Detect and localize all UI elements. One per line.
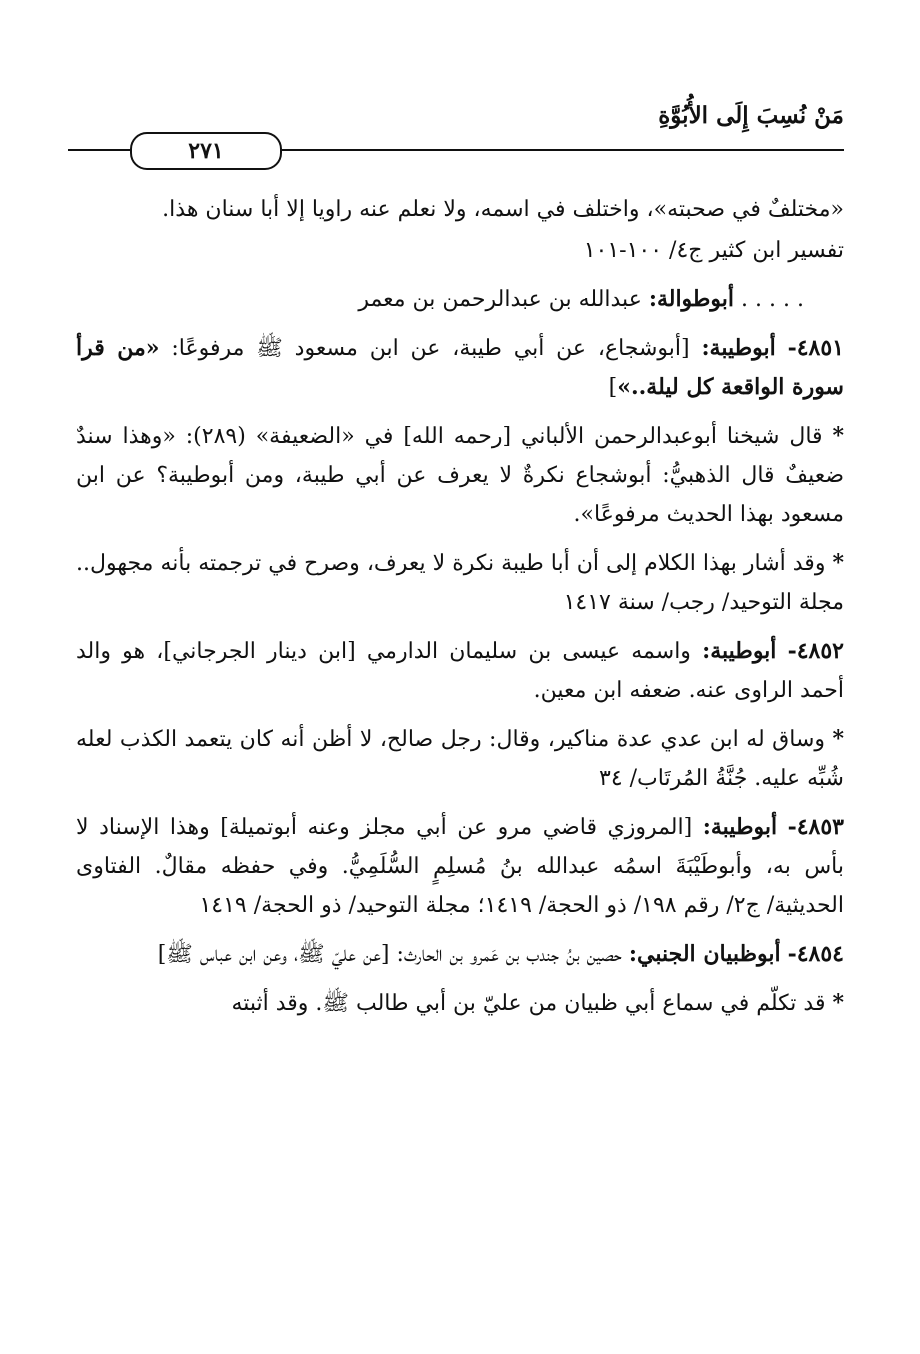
entry-quote-end: ] — [608, 375, 618, 400]
entry-4854 — [76, 935, 844, 974]
entry-name: أبوطيبة: — [702, 638, 777, 664]
entry-text: عبدالله بن عبدالرحمن بن معمر — [358, 287, 642, 312]
entry-text: [المروزي قاضي مرو عن أبي مجلز وعنه أبوتميلة] وهذا الإسناد لا بأس به، وأبوطَيْبَةَ اسمُه عبدالله بنُ مُسلِمٍ السُّلَمِيُّ. وفي حفظه مقالٌ. الفتاوى الحديثية/ ج٢/ رقم ١٩٨/ ذو الحجة/ ١٤١٩؛ مجلة التوحيد/ ذو الحجة/ ١٤١٩ — [76, 815, 844, 918]
paragraph-source — [76, 231, 844, 270]
entry-name: أبوطيبة: — [701, 335, 776, 361]
comment-text: قال شيخنا أبوعبدالرحمن الألباني [رحمه الله] في «الضعيفة» (٢٨٩): «وهذا سندٌ ضعيفٌ قال الذهبيُّ: أبوشجاع نكرةٌ لا يعرف عن أبي طيبة، ومن أبوطيبة؟ عن ابن مسعود بهذا الحديث مرفوعًا». — [76, 424, 844, 527]
comment-text: وقد أشار بهذا الكلام إلى أن أبا طيبة نكرة لا يعرف، وصرح في ترجمته بأنه مجهول.. مجلة التوحيد/ رجب/ سنة ١٤١٧ — [76, 551, 844, 615]
running-head-title: مَنْ نُسِبَ إِلَى الأُبُوَّةِ — [658, 102, 844, 129]
entry-text: واسمه عيسى بن سليمان الدارمي [ابن دينار الجرجاني]، هو والد أحمد الراوى عنه. ضعفه ابن معين. — [76, 639, 844, 703]
entry-name: أبوطوالة: — [648, 286, 735, 312]
entry-4852 — [76, 632, 844, 710]
entry-number: ٤٨٥٣- — [787, 814, 844, 840]
entry-4853 — [76, 808, 844, 925]
entry-4852-comment-1 — [76, 720, 844, 798]
entry-quote: «من قرأ سورة الواقعة كل ليلة..» — [76, 335, 844, 400]
page-header — [68, 96, 844, 166]
entry-abutawala — [76, 280, 844, 319]
paragraph-continuation — [76, 190, 844, 229]
entry-dots: . . . . . — [741, 287, 804, 312]
entry-number: ٤٨٥٤- — [787, 941, 844, 967]
comment-text: قد تكلّم في سماع أبي ظبيان من عليّ بن أبي طالب ﷺ. وقد أثبته — [231, 991, 826, 1016]
paragraph-text: «مختلفٌ في صحبته»، واختلف في اسمه، ولا نعلم عنه راويا إلا أبا سنان هذا. — [162, 197, 844, 222]
entry-number: ٤٨٥٢- — [787, 638, 844, 664]
entry-name: أبوطيبة: — [702, 814, 778, 840]
comment-text: وساق له ابن عدي عدة مناكير، وقال: رجل صالح، لا أظن أنه كان يتعمد الكذب لعله شُبِّه عليه. جُنَّةُ المُرتَاب/ ٣٤ — [76, 727, 844, 791]
entry-text: حصين بنُ جندب بن عَمرو بن الحارث: [عن عليّ ﷺ، وعن ابن عباس ﷺ] — [157, 942, 622, 967]
source-citation: تفسير ابن كثير ج٤/ ١٠٠-١٠١ — [583, 238, 844, 263]
comment-star: * — [832, 990, 844, 1016]
entry-text: [أبوشجاع، عن أبي طيبة، عن ابن مسعود ﷺ مرفوعًا: — [171, 336, 690, 361]
entry-number: ٤٨٥١- — [787, 335, 844, 361]
comment-star: * — [832, 550, 844, 576]
entry-4851-comment-1 — [76, 417, 844, 534]
comment-star: * — [832, 423, 844, 449]
comment-star: * — [832, 726, 844, 752]
entry-4851-comment-2 — [76, 544, 844, 622]
entry-4851 — [76, 329, 844, 407]
page-number: ٢٧١ — [130, 132, 282, 170]
entry-4854-comment-1 — [76, 984, 844, 1023]
page-body — [76, 190, 844, 1033]
entry-name: أبوظبيان الجنبي: — [628, 941, 781, 967]
